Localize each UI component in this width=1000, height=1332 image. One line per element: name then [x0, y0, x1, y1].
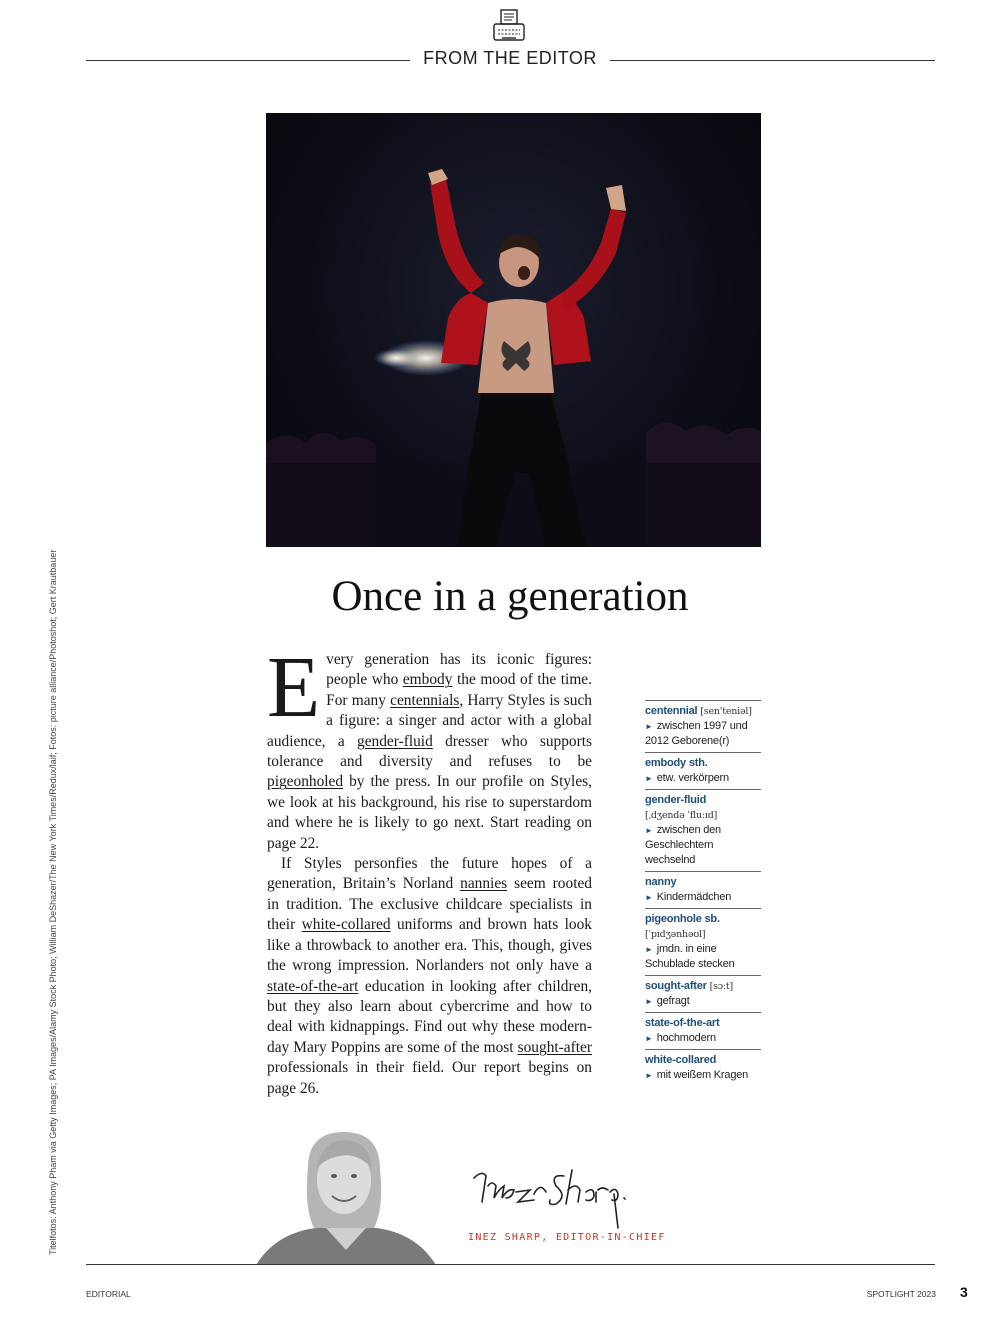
- glossary-definition: jmdn. in eine Schublade stecken: [645, 943, 735, 970]
- vocab-term: centennials: [390, 691, 460, 709]
- photo-credit: Titelfotos: Anthony Pham via Getty Images; PA Images/Alamy Stock Photo; William DeShazer/The New York Times/Redux/laif; Fotos: picture alliance/Photoshot; Gert Krautbauer: [48, 549, 58, 1255]
- header-rule-right: [610, 60, 935, 61]
- arrow-icon: ►: [645, 997, 653, 1006]
- glossary-term: state-of-the-art: [645, 1017, 720, 1029]
- text-run: very generation has its iconic figures: people who: [326, 651, 592, 689]
- signature-caption: INEZ SHARP, EDITOR-IN-CHIEF: [468, 1232, 666, 1243]
- section-title: FROM THE EDITOR: [423, 48, 597, 68]
- text-run: professionals in their field. Our report begins on page 26.: [267, 1059, 592, 1097]
- vocab-term: white-collared: [301, 916, 391, 934]
- arrow-icon: ►: [645, 722, 653, 731]
- glossary-entry: [645, 976, 761, 1013]
- text-run: uniforms and brown hats look like a throwback to another era. This, though, gives the wrong impression. Norlanders not only have a: [267, 916, 592, 975]
- arrow-icon: ►: [645, 893, 653, 902]
- glossary-term: nanny: [645, 876, 677, 888]
- glossary-entry: [645, 909, 761, 976]
- glossary-term: embody sth.: [645, 757, 708, 769]
- glossary-entry: [645, 753, 761, 790]
- glossary-entry: [645, 701, 761, 753]
- paragraph: [267, 638, 593, 854]
- vocab-term: sought-after: [517, 1038, 592, 1056]
- glossary-term: gender-fluid: [645, 794, 707, 806]
- headline: Once in a generation: [331, 573, 689, 620]
- text-run: dresser who supports tolerance and diversity and refuses to be: [267, 732, 593, 771]
- editor-signature: [468, 1152, 668, 1232]
- vocab-term: pigeonholed: [267, 773, 344, 791]
- vocab-term: state-of-the-art: [267, 977, 359, 995]
- glossary-definition: zwischen den Geschlechtern wechselnd: [645, 824, 721, 866]
- glossary-ipa: [ˌdʒendə ˈfluːɪd]: [645, 810, 718, 821]
- typewriter-icon: [491, 8, 527, 48]
- glossary-definition: hochmodern: [656, 1032, 716, 1044]
- glossary-ipa: [sen'teniəl]: [700, 706, 752, 717]
- vocab-term: gender-fluid: [357, 732, 433, 750]
- glossary-definition: etw. verkörpern: [656, 772, 729, 784]
- glossary-entry: [645, 1050, 761, 1086]
- glossary-definition: zwischen 1997 und 2012 Geborene(r): [645, 720, 748, 747]
- glossary-term: sought-after: [645, 980, 707, 992]
- glossary: [645, 700, 761, 1086]
- header-rule-left: [86, 60, 410, 61]
- glossary-entry: [645, 872, 761, 909]
- arrow-icon: ►: [645, 774, 653, 783]
- glossary-term: centennial: [645, 705, 698, 717]
- text-run: education in looking after children, but they also learn about cybercrime and how to deal with kidnappings. Find out why these modern-day Mary Poppins are some of the most: [267, 977, 592, 1056]
- vocab-term: embody: [402, 671, 453, 689]
- text-run: seem rooted in tradition. The exclusive childcare specialists in their: [267, 875, 592, 934]
- glossary-entry: [645, 1013, 761, 1050]
- footer-publication: SPOTLIGHT 2023: [866, 1289, 936, 1299]
- glossary-ipa: [ˈpɪdʒənhəʊl]: [645, 929, 706, 940]
- glossary-term: pigeonhole sb.: [645, 913, 720, 925]
- page-number: 3: [960, 1284, 968, 1300]
- text-run: , Harry Styles is such a figure: a singer and actor with a global audience, a: [267, 691, 592, 750]
- glossary-definition: gefragt: [656, 995, 690, 1007]
- drop-cap: E: [267, 638, 321, 735]
- arrow-icon: ►: [645, 826, 653, 835]
- paragraph: [267, 854, 592, 1099]
- arrow-icon: ►: [645, 1034, 653, 1043]
- article-body: [267, 638, 593, 1099]
- glossary-definition: mit weißem Kragen: [656, 1069, 749, 1081]
- vocab-term: nannies: [460, 875, 508, 893]
- glossary-ipa: [sɔːt]: [709, 981, 734, 992]
- footer-rule: [86, 1264, 935, 1265]
- arrow-icon: ►: [645, 1071, 653, 1080]
- text-run: If Styles personfies the future hopes of a generation, Britain’s Norland: [267, 855, 592, 893]
- glossary-definition: Kindermädchen: [656, 891, 732, 903]
- text-run: by the press. In our profile on Styles, we look at his background, his rise to superstardom and where he is likely to go next. Start reading on page 22.: [267, 773, 592, 852]
- arrow-icon: ►: [645, 945, 653, 954]
- footer-section: EDITORIAL: [86, 1289, 131, 1299]
- glossary-entry: [645, 790, 761, 872]
- cover-photo: [266, 113, 761, 547]
- text-run: the mood of the time. For many: [326, 671, 592, 709]
- editor-portrait: [256, 1128, 436, 1265]
- glossary-term: white-collared: [645, 1054, 717, 1066]
